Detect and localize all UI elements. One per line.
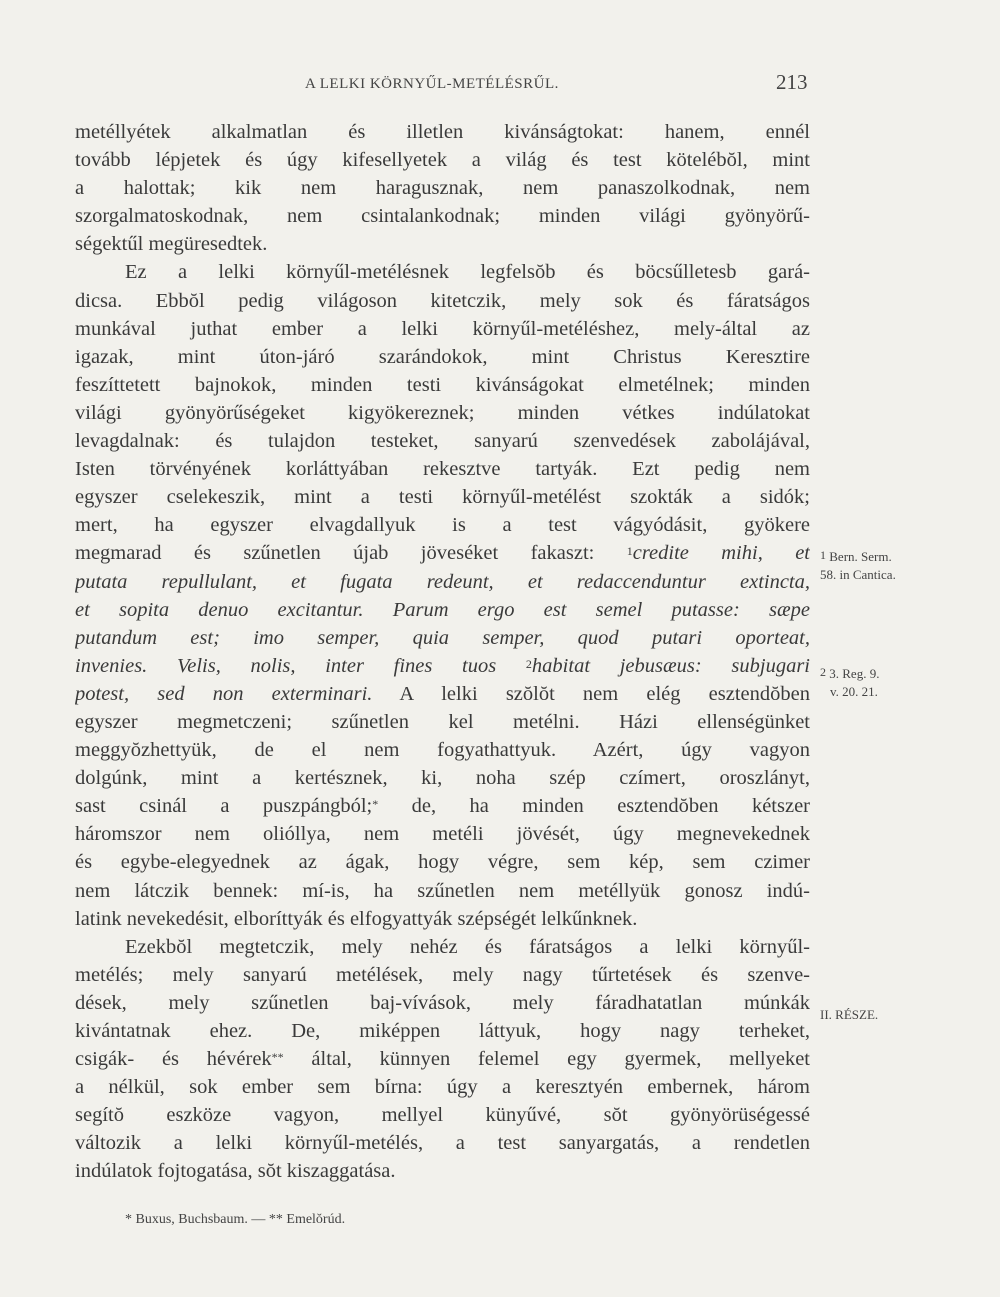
text-segment: sast csinál a puszpángból; <box>75 795 373 818</box>
text-line: világi gyönyörűségeket kigyökereznek; minden vétkes indúlatokat <box>75 401 810 424</box>
text-line <box>75 680 810 708</box>
text-segment: csigák- és hévérek <box>75 1048 272 1071</box>
margin-note-line <box>820 665 930 683</box>
text-line: latink nevekedésit, elboríttyák és elfogyattyák szépségét lelkűnknek. <box>75 907 638 930</box>
margin-note-3 <box>820 1006 930 1024</box>
text-segment: A lelki szŏlŏt nem elég esztendŏben <box>372 682 810 705</box>
text-segment: által, künnyen felemel egy gyermek, mellyeket <box>283 1048 810 1071</box>
text-line: indúlatok fojtogatása, sŏt kiszaggatása. <box>75 1160 396 1183</box>
footnote-ref: ** <box>271 1050 284 1065</box>
paragraph-start-line: Ez a lelki környűl-metélésnek legfelsŏb és böcsűlletesb gará- <box>125 261 810 284</box>
text-line <box>75 792 810 820</box>
text-line: kivántatnak ehez. De, miképpen láttyuk, hogy nagy terheket, <box>75 1020 810 1042</box>
text-line: mert, ha egyszer elvagdallyuk is a test vágyódásit, gyökere <box>75 514 810 537</box>
running-header: A LELKI KÖRNYŰL-METÉLÉSRŰL. <box>305 76 559 92</box>
text-line: Isten törvényének korláttyában rekesztve tartyák. Ezt pedig nem <box>75 458 810 481</box>
margin-note-1 <box>820 548 930 584</box>
text-line: dések, mely szűnetlen baj-vívások, mely fáradhatatlan múnkák <box>75 991 810 1014</box>
text-line: metélés; mely sanyarú metélések, mely nagy tűrtetések és szenve- <box>75 963 810 986</box>
text-line: dolgúnk, mint a kertésznek, ki, noha szép czímert, oroszlányt, <box>75 767 810 790</box>
text-line: egyszer cselekeszik, mint a testi környűl-metélést szokták a sidók; <box>75 486 810 509</box>
text-line: egyszer megmetczeni; szűnetlen kel metélni. Házi ellenségünket <box>75 710 810 733</box>
margin-note-2 <box>820 665 930 701</box>
text-line: metéllyétek alkalmatlan és illetlen kivánságtokat: hanem, ennél <box>75 121 810 143</box>
text-line: a nélkül, sok ember sem bírna: úgy a keresztyén embernek, három <box>75 1076 810 1099</box>
footnote-ref: * <box>372 797 379 812</box>
text-line: háromszor nem olióllya, nem metéli jövését, úgy megnevekednek <box>75 823 810 846</box>
text-line: és egybe-elegyednek az ágak, hogy végre, sem kép, sem czimer <box>75 851 810 874</box>
main-text <box>75 118 810 1186</box>
text-line <box>75 539 810 567</box>
text-line: meggyŏzhettyük, de el nem fogyathattyuk. Azért, úgy vagyon <box>75 739 810 762</box>
margin-note-line <box>820 548 930 566</box>
text-line: változik a lelki környűl-metélés, a test sanyargatás, a rendetlen <box>75 1132 810 1155</box>
text-line: segítŏ eszköze vagyon, mellyel künyűvé, sŏt gyönyörüségessé <box>75 1104 810 1127</box>
latin-quote-line: et sopita denuo excitantur. Parum ergo est semel putasse: sæpe <box>75 598 810 621</box>
latin-quote-line: putata repullulant, et fugata redeunt, et redaccenduntur extincta, <box>75 570 810 593</box>
text-line <box>75 652 810 680</box>
text-line: dicsa. Ebbŏl pedig világoson kitetczik, mely sok és fáratságos <box>75 289 810 312</box>
text-line: feszíttetett bajnokok, minden testi kivánságokat elmetélnek; minden <box>75 373 810 396</box>
latin-quote: habitat jebusæus: subjugari <box>531 654 810 677</box>
margin-note-text: 3. Reg. 9. <box>829 666 880 681</box>
text-line: munkával juthat ember a lelki környűl-metéléshez, mely-által az <box>75 317 810 340</box>
text-line: levagdalnak: és tulajdon testeket, sanyarú szenvedések zabolájával, <box>75 430 810 453</box>
latin-quote-line: putandum est; imo semper, quia semper, quod putari oporteat, <box>75 626 810 649</box>
text-line: ségektűl megüresedtek. <box>75 233 268 256</box>
footnote: * Buxus, Buchsbaum. — ** Emelŏrúd. <box>125 1212 346 1227</box>
text-line: tovább lépjetek és úgy kifesellyetek a világ és test kötelébŏl, mint <box>75 149 810 172</box>
footnote-ref: 1 <box>626 544 633 559</box>
latin-quote: credite mihi, et <box>632 542 810 565</box>
text-line <box>75 1045 810 1073</box>
margin-note-sup: 2 <box>820 665 826 679</box>
latin-quote: potest, sed non exterminari. <box>75 682 373 705</box>
text-line: igazak, mint úton-járó szarándokok, mint Christus Keresztire <box>75 345 810 368</box>
margin-note-line: II. RÉSZE. <box>820 1007 879 1022</box>
text-line: nem látczik bennek: mí-is, ha szűnetlen nem metéllyük gonosz indú- <box>75 879 810 902</box>
text-line: a halottak; kik nem haragusznak, nem panaszolkodnak, nem <box>75 177 810 200</box>
latin-quote: invenies. Velis, nolis, inter fines tuos <box>75 654 497 677</box>
page-number: 213 <box>776 70 808 94</box>
text-segment: megmarad és szűnetlen újab jöveséket fakaszt: <box>75 542 595 565</box>
margin-note-sup: 1 <box>820 548 826 562</box>
text-line: szorgalmatoskodnak, nem csintalankodnak; minden világi gyönyörű- <box>75 205 810 228</box>
text-segment: de, ha minden esztendŏben kétszer <box>378 795 810 818</box>
margin-note-text: Bern. Serm. <box>829 549 892 564</box>
footnote-ref: 2 <box>525 656 532 671</box>
paragraph-start-line: Ezekbŏl megtetczik, mely nehéz és fáratságos a lelki környűl- <box>125 935 810 958</box>
margin-note-line: v. 20. 21. <box>830 684 878 699</box>
margin-note-line: 58. in Cantica. <box>820 567 896 582</box>
